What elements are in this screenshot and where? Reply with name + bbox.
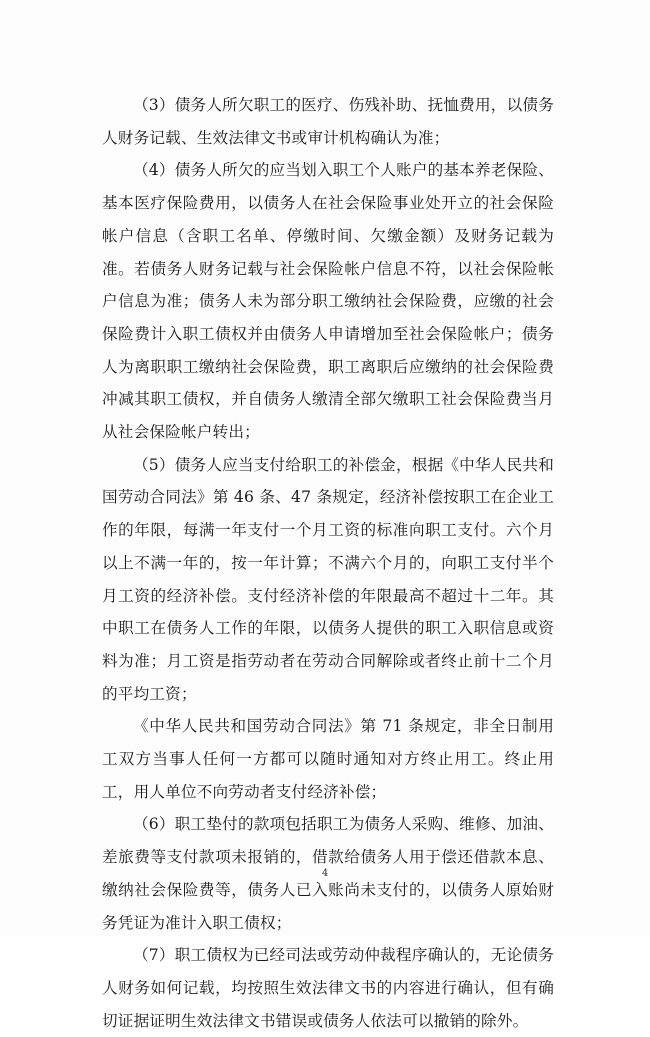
paragraph-5-compensation: （5）债务人应当支付给职工的补偿金，根据《中华人民共和国劳动合同法》第 46 条、47 条规定，经济补偿按职工在企业工作的年限，每满一年支付一个月工资的标准向职工支付。六个月以上不满一年的，按一年计算；不满六个月的，向职工支付半个月工资的经济补偿。支付经济补偿的年限最高不超过十二年。其中职工在债务人工作的年限，以债务人提供的职工入职信息或资料为准；月工资是指劳动者在劳动合同解除或者终止前十二个月的平均工资； — [102, 455, 554, 703]
paragraph-7-confirmed-claims: （7）职工债权为已经司法或劳动仲裁程序确认的，无论债务人财务如何记载，均按照生效法律文书的内容进行确认，但有确切证据证明生效法律文书错误或债务人依法可以撤销的除外。 — [102, 946, 554, 1030]
paragraph-6-advance-payments: （6）职工垫付的款项包括职工为债务人采购、维修、加油、差旅费等支付款项未报销的，借款给债务人用于偿还借款本息、缴纳社会保险费等，债务人已入账尚未支付的，以债务人原始财务凭证为准计入职工债权； — [102, 815, 554, 932]
paragraph-labor-contract-law-71: 《中华人民共和国劳动合同法》第 71 条规定，非全日制用工双方当事人任何一方都可以随时通知对方终止用工。终止用工，用人单位不向劳动者支付经济补偿； — [102, 717, 554, 801]
document-body — [102, 89, 554, 1037]
paragraph-4-social-insurance: （4）债务人所欠的应当划入职工个人账户的基本养老保险、基本医疗保险费用，以债务人在社会保险事业处开立的社会保险帐户信息（含职工名单、停缴时间、欠缴金额）及财务记载为准。若债务人财务记载与社会保险帐户信息不符，以社会保险帐户信息为准；债务人未为部分职工缴纳社会保险费，应缴的社会保险费计入职工债权并由债务人申请增加至社会保险帐户；债务人为离职职工缴纳社会保险费，职工离职后应缴纳的社会保险费冲减其职工债权，并自债务人缴清全部欠缴职工社会保险费当月从社会保险帐户转出； — [102, 161, 554, 442]
page-number: 4 — [321, 868, 329, 879]
paragraph-3-medical-expenses: （3）债务人所欠职工的医疗、伤残补助、抚恤费用，以债务人财务记载、生效法律文书或审计机构确认为准； — [102, 96, 554, 147]
